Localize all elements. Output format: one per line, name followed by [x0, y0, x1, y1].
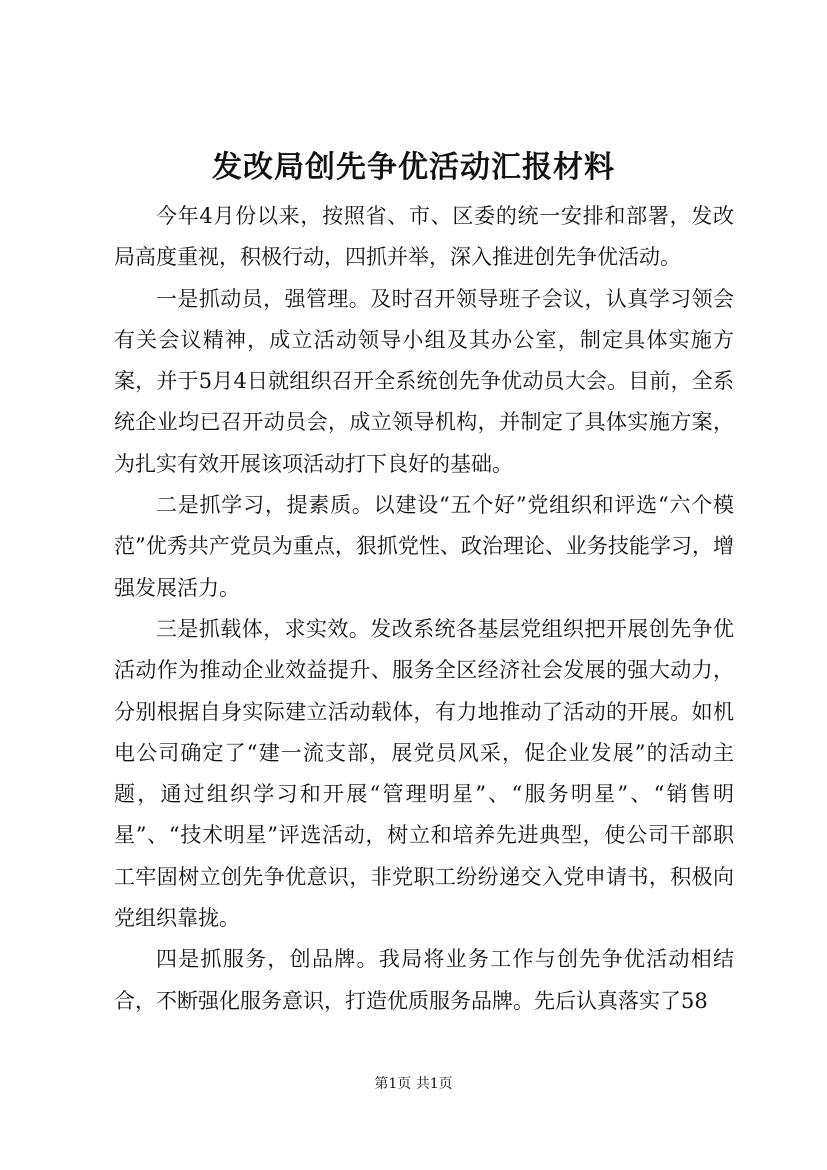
paragraph-mobilization: 一是抓动员，强管理。及时召开领导班子会议，认真学习领会有关会议精神，成立活动领导小组及其办公室，制定具体实施方案，并于5月4日就组织召开全系统创先争优动员大会。目前，全系统企业均已召开动员会，成立领导机构，并制定了具体实施方案，为扎实有效开展该项活动打下良好的基础。 [114, 286, 734, 476]
paragraph-service: 四是抓服务，创品牌。我局将业务工作与创先争优活动相结合，不断强化服务意识，打造优质服务品牌。先后认真落实了58 [114, 947, 734, 1013]
paragraph-carrier: 三是抓载体，求实效。发改系统各基层党组织把开展创先争优活动作为推动企业效益提升、服务全区经济社会发展的强大动力，分别根据自身实际建立活动载体，有力地推动了活动的开展。如机电公司确定了“建一流支部，展党员风采，促企业发展”的活动主题，通过组织学习和开展“管理明星”、“服务明星”、“销售明星”、“技术明星”评选活动，树立和培养先进典型，使公司干部职工牢固树立创先争优意识，非党职工纷纷递交入党申请书，积极向党组织靠拢。 [114, 616, 734, 931]
page-footer: 第1页 共1页 [374, 1076, 453, 1092]
paragraph-study: 二是抓学习，提素质。以建设“五个好”党组织和评选“六个模范”优秀共产党员为重点，狠抓党性、政治理论、业务技能学习，增强发展活力。 [114, 493, 734, 600]
document-title: 发改局创先争优活动汇报材料 [212, 150, 615, 185]
paragraph-intro: 今年4月份以来，按照省、市、区委的统一安排和部署，发改局高度重视，积极行动，四抓并举，深入推进创先争优活动。 [114, 204, 734, 270]
document-body [114, 196, 734, 1022]
